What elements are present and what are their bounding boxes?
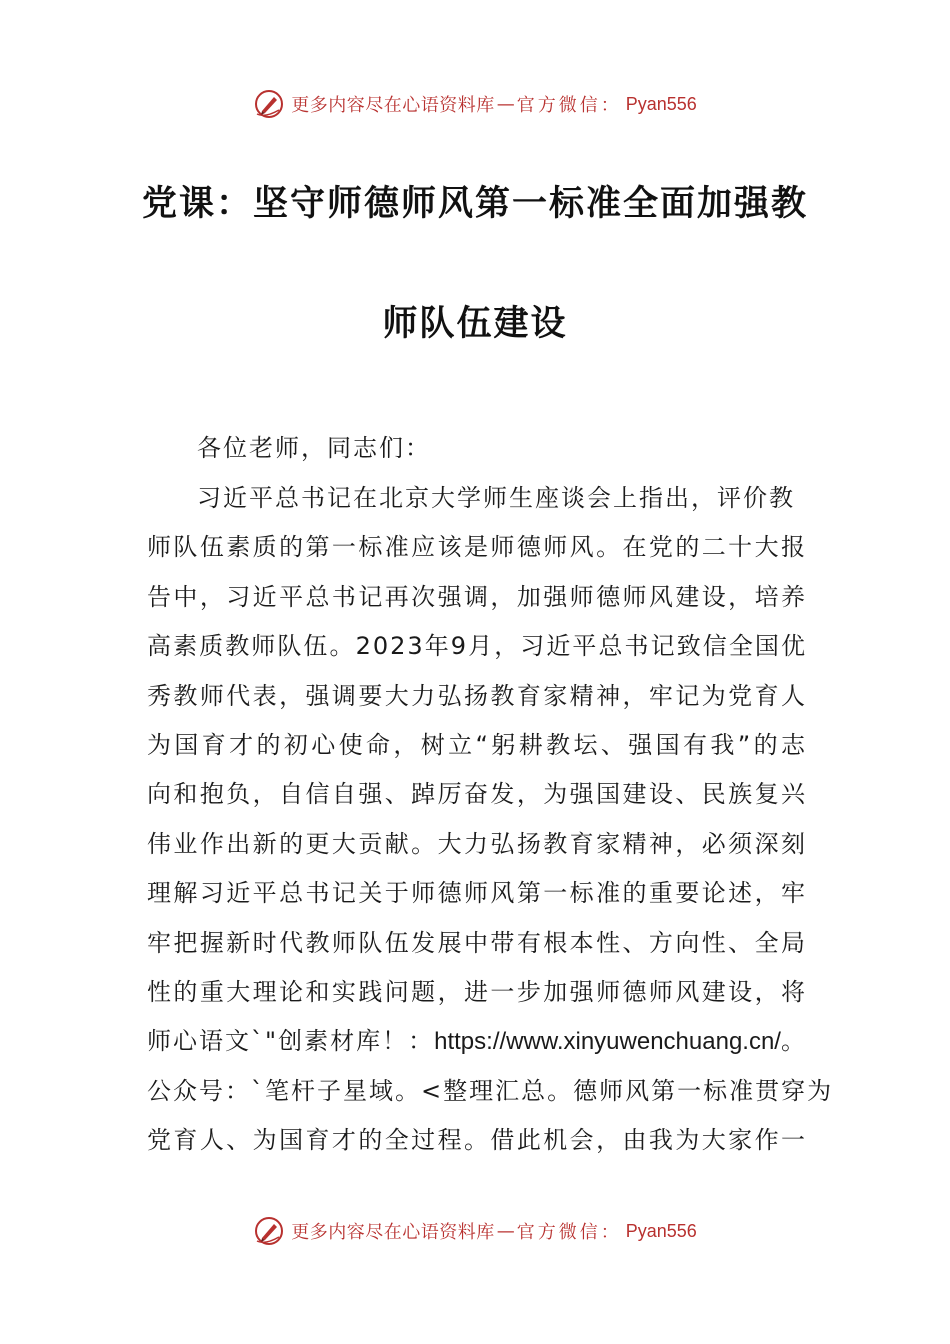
body-line: 告中，习近平总书记再次强调，加强师德师风建设，培养 — [147, 582, 807, 611]
body-line: 秀教师代表，强调要大力弘扬教育家精神，牢记为党育人 — [147, 681, 807, 710]
body-line: 公众号：`笔杆子星域。<整理汇总。德师风第一标准贯穿为 — [147, 1076, 834, 1105]
banner-wechat-label: 官方微信： — [516, 95, 622, 116]
pen-logo-icon — [253, 1215, 285, 1247]
body-line: 师队伍素质的第一标准应该是师德师风。在党的二十大报 — [147, 533, 807, 562]
body-line: 牢把握新时代教师队伍发展中带有根本性、方向性、全局 — [147, 928, 807, 957]
document-title-line-1: 党课：坚守师德师风第一标准全面加强教 — [141, 184, 808, 224]
greeting: 各位老师，同志们： — [197, 434, 431, 462]
banner-wechat-label: 官方微信： — [516, 1222, 622, 1243]
banner-dash: — — [496, 93, 515, 115]
document-title-line-2: 师队伍建设 — [382, 304, 568, 344]
body-line: 党育人、为国育才的全过程。借此机会，由我为大家作一 — [147, 1126, 807, 1155]
body-line-url — [147, 1017, 807, 1066]
body-line: 性的重大理论和实践问题，进一步加强师德师风建设，将 — [147, 977, 807, 1006]
body-paragraph — [147, 474, 834, 1165]
banner-wechat-id: Pyan556 — [625, 93, 697, 114]
footer-banner — [0, 1211, 950, 1251]
banner-brand: 更多内容尽在心语资料库 — [291, 95, 495, 116]
banner-dash: — — [496, 1220, 515, 1242]
pen-logo-icon — [253, 88, 285, 120]
url-line-prefix: 师心语文`"创素材库！： — [147, 1027, 435, 1056]
banner-brand: 更多内容尽在心语资料库 — [291, 1222, 495, 1243]
body-line: 理解习近平总书记关于师德师风第一标准的重要论述，牢 — [147, 879, 807, 908]
header-banner — [0, 84, 950, 124]
body-line: 伟业作出新的更大贡献。大力弘扬教育家精神，必须深刻 — [147, 829, 807, 858]
body-line: 向和抱负，自信自强、踔厉奋发，为强国建设、民族复兴 — [147, 780, 807, 809]
body-line: 习近平总书记在北京大学师生座谈会上指出，评价教 — [197, 484, 795, 512]
website-link[interactable]: https://www.xinyuwenchuang.cn/ — [434, 1028, 781, 1056]
url-line-suffix: 。 — [780, 1027, 807, 1056]
body-line: 为国育才的初心使命，树立“躬耕教坛、强国有我”的志 — [147, 730, 807, 759]
body-line: 高素质教师队伍。2023年9月，习近平总书记致信全国优 — [147, 632, 807, 661]
banner-wechat-id: Pyan556 — [625, 1220, 697, 1241]
